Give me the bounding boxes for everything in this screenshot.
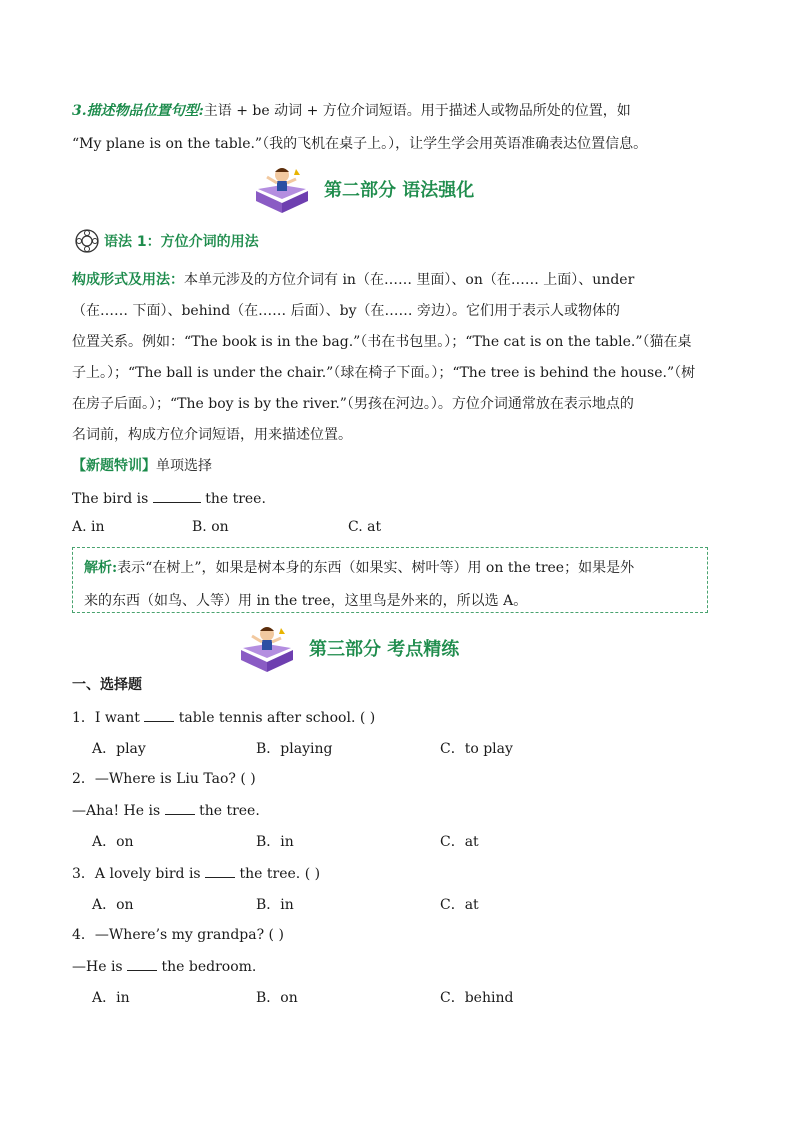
grammar1-line-4: 子上。）；“The ball is under the chair.”（球在椅子下面。）；“The tree is behind the house.”（树	[72, 365, 696, 381]
analysis-line-2: 来的东西（如鸟、人等）用 in the tree，这里鸟是外来的，所以选 A。	[84, 593, 528, 609]
training-heading	[72, 456, 212, 476]
grammar1-line-2: （在…… 下面）、behind（在…… 后面）、by（在…… 旁边）。它们用于表示人或物体的	[72, 303, 620, 319]
q3-stem-pre: 3．A lovely bird is	[72, 866, 201, 882]
q2-sub-pre: —Aha! He is	[72, 803, 161, 819]
q3-option-b: B．in	[256, 897, 294, 913]
grammar1-line-5: 在房子后面。）；“The boy is by the river.”（男孩在河边。）。方位介词通常放在表示地点的	[72, 396, 634, 412]
intro-line-2: “My plane is on the table.”（我的飞机在桌子上。），让学生学会用英语准确表达位置信息。	[72, 136, 648, 152]
intro-text: 主语 + be 动词 + 方位介词短语。用于描述人或物品所处的位置，如	[203, 103, 631, 119]
analysis-label: 解析:	[84, 560, 118, 576]
q1-option-a: A．play	[92, 741, 146, 757]
q1-stem-post: table tennis after school. ( )	[178, 710, 376, 726]
grammar1-title: 语法 1：方位介词的用法	[104, 234, 259, 250]
grammar1-line-6: 名词前，构成方位介词短语，用来描述位置。	[72, 427, 352, 443]
q4-option-a: A．in	[92, 990, 130, 1006]
answer-blank	[153, 488, 201, 503]
q4-sub-pre: —He is	[72, 959, 123, 975]
q2-option-a: A．on	[92, 834, 134, 850]
question-4-reply	[72, 956, 256, 977]
form-label: 构成形式及用法：	[72, 272, 184, 288]
q4-option-c: C．behind	[440, 990, 514, 1006]
reading-boy-icon	[252, 163, 312, 213]
training-label: 【新题特训】	[72, 458, 156, 474]
intro-line-1	[72, 101, 631, 121]
training-q-post: the tree.	[205, 491, 266, 507]
q2-option-b: B．in	[256, 834, 294, 850]
intro-label: 3.描述物品位置句型:	[72, 103, 204, 119]
q2-sub-post: the tree.	[199, 803, 260, 819]
training-type: 单项选择	[156, 458, 212, 474]
q2-option-c: C．at	[440, 834, 479, 850]
training-option-a: A. in	[72, 519, 105, 535]
question-3	[72, 863, 320, 884]
question-2-reply	[72, 800, 260, 821]
question-4: 4．—Where’s my grandpa? ( )	[72, 927, 284, 943]
q1-option-c: C．to play	[440, 741, 513, 757]
answer-blank	[127, 956, 157, 971]
reading-boy-icon	[237, 622, 297, 672]
q1-stem-pre: 1．I want	[72, 710, 140, 726]
q4-option-b: B．on	[256, 990, 298, 1006]
training-option-b: B. on	[192, 519, 229, 535]
analysis-text-1: 表示“在树上”，如果是树本身的东西（如果实、树叶等）用 on the tree；如果是外	[117, 560, 635, 576]
exercise-heading: 一、选择题	[72, 677, 142, 693]
grammar1-line-3: 位置关系。例如：“The book is in the bag.”（书在书包里。）；“The cat is on the table.”（猫在桌	[72, 334, 692, 350]
grammar1-line-1	[72, 270, 634, 290]
q3-option-a: A．on	[92, 897, 134, 913]
answer-blank	[205, 863, 235, 878]
q3-stem-post: the tree. ( )	[239, 866, 321, 882]
section2-title: 第二部分 语法强化	[324, 180, 475, 201]
grammar1-text-1: 本单元涉及的方位介词有 in（在…… 里面）、on（在…… 上面）、under	[184, 272, 635, 288]
q1-option-b: B．playing	[256, 741, 333, 757]
answer-blank	[144, 707, 174, 722]
analysis-line-1	[84, 558, 634, 578]
training-option-c: C. at	[348, 519, 382, 535]
q3-option-c: C．at	[440, 897, 479, 913]
flower-icon	[74, 228, 100, 254]
question-2: 2．—Where is Liu Tao? ( )	[72, 771, 256, 787]
q4-sub-post: the bedroom.	[161, 959, 257, 975]
training-q-pre: The bird is	[72, 491, 149, 507]
question-1	[72, 707, 375, 728]
training-question	[72, 488, 266, 509]
section3-title: 第三部分 考点精练	[309, 639, 460, 660]
answer-blank	[165, 800, 195, 815]
